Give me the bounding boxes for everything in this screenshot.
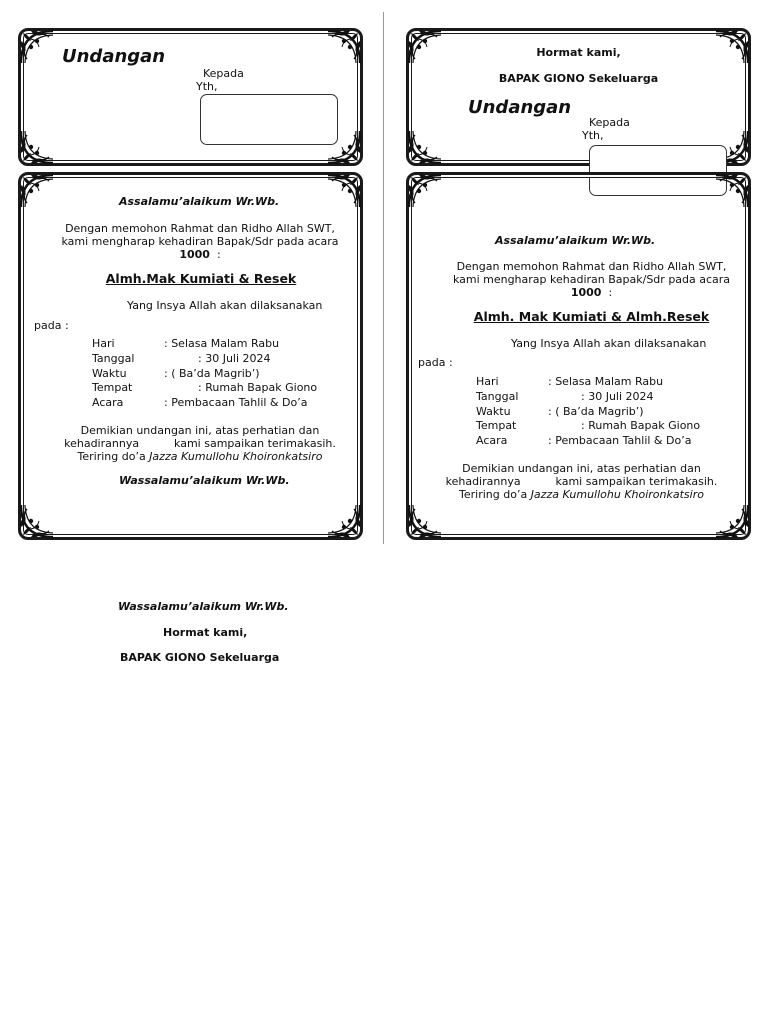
pada-label: pada : (418, 356, 453, 369)
greeting-open: Assalamu’alaikum Wr.Wb. (119, 195, 280, 208)
closing-line-3b: Jazza Kumullohu Khoironkatsiro (149, 450, 323, 463)
corner-ornament-icon (17, 27, 57, 67)
cover-title: Undangan (468, 97, 572, 118)
closing-text (429, 462, 734, 501)
detail-tanggal-value: : 30 Juli 2024 (198, 352, 271, 365)
corner-ornament-icon (17, 171, 57, 211)
family-name-top: BAPAK GIONO Sekeluarga (498, 72, 659, 85)
detail-tempat-label: Tempat (476, 419, 517, 432)
family-name-overflow: BAPAK GIONO Sekeluarga (120, 651, 280, 664)
greeting-close-overflow: Wassalamu’alaikum Wr.Wb. (118, 600, 289, 613)
intro-line-1: Dengan memohon Rahmat dan Ridho Allah SWT, (65, 222, 335, 235)
closing-line-2b: kami sampaikan terimakasih. (174, 437, 336, 450)
corner-ornament-icon (712, 501, 752, 541)
intro-line-2: kami mengharap kehadiran Bapak/Sdr pada acara (452, 273, 731, 286)
corner-ornament-icon (17, 501, 57, 541)
detail-acara-label: Acara (92, 396, 124, 409)
corner-ornament-icon (405, 127, 445, 167)
detail-tempat-value: : Rumah Bapak Giono (198, 381, 318, 394)
closing-line-3a: Teriring do’a (459, 488, 531, 501)
intro-text (439, 260, 744, 299)
closing-line-1: Demikian undangan ini, atas perhatian dan (80, 424, 320, 437)
intro-line-2: kami mengharap kehadiran Bapak/Sdr pada acara (61, 235, 339, 248)
closing-line-2 (429, 475, 734, 488)
event-colon: : (216, 248, 221, 261)
detail-hari-label: Hari (92, 337, 115, 350)
detail-hari-value: : Selasa Malam Rabu (548, 375, 664, 388)
left-cover-frame (18, 28, 363, 166)
corner-ornament-icon (405, 171, 445, 211)
page-fold-divider (383, 12, 384, 544)
closing-line-2b: kami sampaikan terimakasih. (555, 475, 718, 488)
detail-tanggal-value: : 30 Juli 2024 (581, 390, 654, 403)
intro-text (51, 222, 349, 261)
closing-text (51, 424, 349, 463)
closing-line-3 (51, 450, 349, 463)
deceased-names: Almh.Mak Kumiati & Resek (105, 271, 297, 286)
greeting-close: Wassalamu’alaikum Wr.Wb. (119, 474, 290, 487)
event-number-line (51, 248, 349, 261)
detail-hari-label: Hari (476, 375, 499, 388)
closing-line-1: Demikian undangan ini, atas perhatian dan (462, 462, 701, 475)
detail-waktu-label: Waktu (92, 367, 127, 380)
detail-acara-label: Acara (476, 434, 508, 447)
greeting-open: Assalamu’alaikum Wr.Wb. (495, 234, 656, 247)
closing-line-3b: Jazza Kumullohu Khoironkatsiro (530, 488, 704, 501)
detail-tanggal-label: Tanggal (476, 390, 519, 403)
event-number-line (439, 286, 744, 299)
kepada-label: Kepada (203, 67, 244, 80)
pada-label: pada : (34, 319, 69, 332)
deceased-names: Almh. Mak Kumiati & Almh.Resek (473, 309, 710, 324)
detail-tanggal-label: Tanggal (92, 352, 135, 365)
yth-label: Yth, (196, 80, 218, 93)
detail-acara-value: : Pembacaan Tahlil & Do’a (164, 396, 308, 409)
corner-ornament-icon (324, 171, 364, 211)
corner-ornament-icon (17, 127, 57, 167)
intro-line-1: Dengan memohon Rahmat dan Ridho Allah SWT, (456, 260, 727, 273)
event-colon: : (608, 286, 613, 299)
insya-allah-text: Yang Insya Allah akan dilaksanakan (511, 337, 707, 350)
insya-allah-text: Yang Insya Allah akan dilaksanakan (127, 299, 323, 312)
kepada-label: Kepada (589, 116, 630, 129)
recipient-address-box[interactable] (200, 94, 338, 145)
corner-ornament-icon (405, 501, 445, 541)
detail-tempat-label: Tempat (92, 381, 133, 394)
detail-hari-value: : Selasa Malam Rabu (164, 337, 280, 350)
closing-line-3 (429, 488, 734, 501)
detail-tempat-value: : Rumah Bapak Giono (581, 419, 701, 432)
yth-label: Yth, (582, 129, 604, 142)
event-number: 1000 (570, 286, 602, 299)
closing-line-2a: kehadirannya (445, 475, 521, 488)
hormat-kami-top: Hormat kami, (536, 46, 621, 59)
corner-ornament-icon (324, 27, 364, 67)
hormat-kami-overflow: Hormat kami, (163, 626, 248, 639)
closing-line-2a: kehadirannya (64, 437, 140, 450)
closing-line-2 (51, 437, 349, 450)
right-invitation-frame (406, 172, 751, 540)
detail-waktu-value: : ( Ba’da Magrib’) (164, 367, 260, 380)
corner-ornament-icon (712, 171, 752, 211)
cover-title: Undangan (62, 46, 166, 67)
event-number: 1000 (179, 248, 210, 261)
detail-waktu-value: : ( Ba’da Magrib’) (548, 405, 644, 418)
corner-ornament-icon (324, 501, 364, 541)
detail-acara-value: : Pembacaan Tahlil & Do’a (548, 434, 692, 447)
closing-line-3a: Teriring do’a (77, 450, 150, 463)
detail-waktu-label: Waktu (476, 405, 511, 418)
left-invitation-frame (18, 172, 363, 540)
